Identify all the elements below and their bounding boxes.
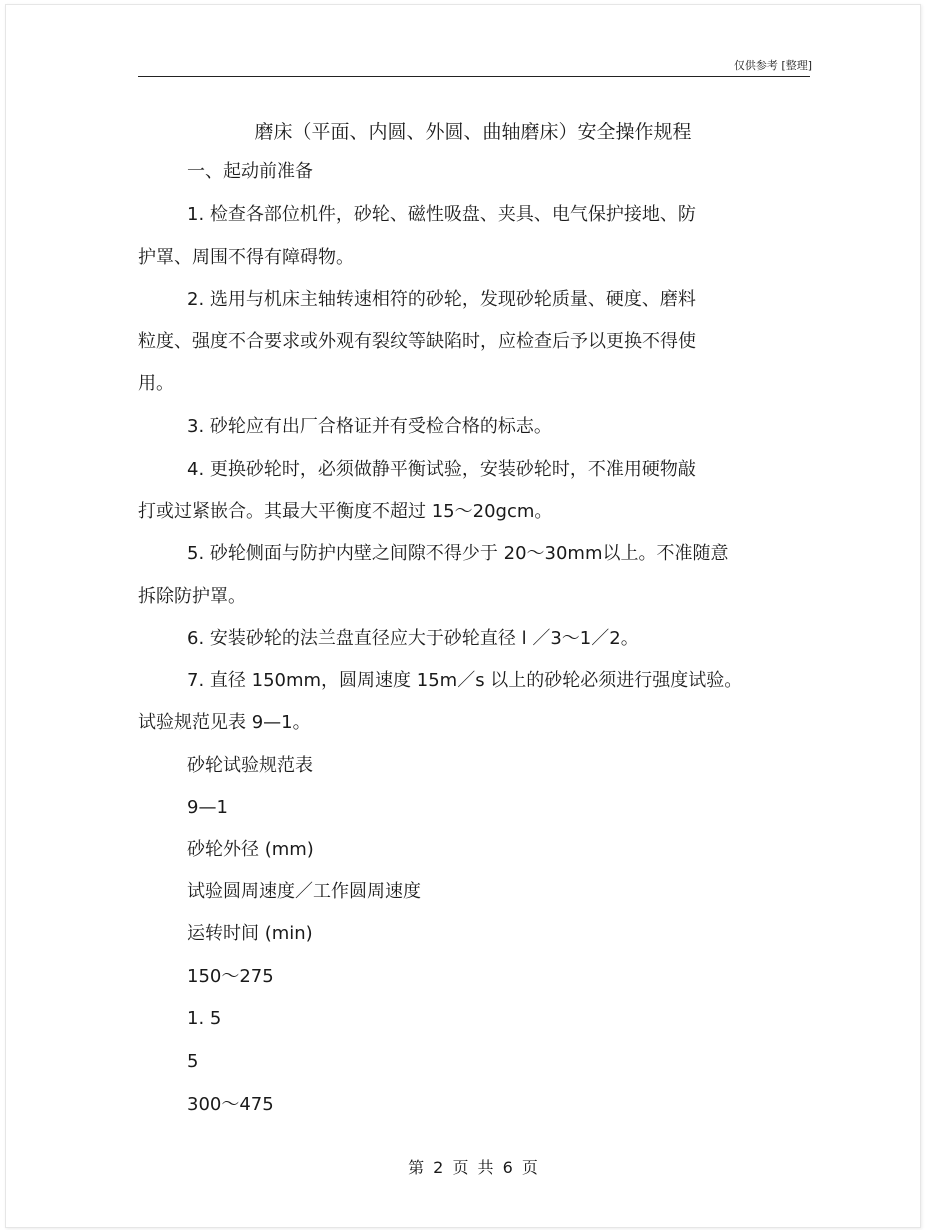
- header-label: 仅供参考 [整理]: [733, 59, 812, 72]
- item-3-line-1: 3. 砂轮应有出厂合格证并有受检合格的标志。: [187, 416, 552, 437]
- item-7-line-1: 7. 直径 150mm，圆周速度 15m／s 以上的砂轮必须进行强度试验。: [187, 670, 743, 691]
- header-rule: [138, 76, 810, 77]
- item-2-line-1: 2. 选用与机床主轴转速相符的砂轮，发现砂轮质量、硬度、磨料: [187, 289, 696, 310]
- table-header-run-time: 运转时间 (min): [187, 923, 313, 944]
- item-1-line-2: 护罩、周围不得有障碍物。: [138, 247, 354, 268]
- table-title: 砂轮试验规范表: [187, 755, 313, 776]
- table-header-outer-diameter: 砂轮外径 (mm): [187, 839, 314, 860]
- item-4-line-1: 4. 更换砂轮时，必须做静平衡试验，安装砂轮时，不准用硬物敲: [187, 459, 696, 480]
- table-cell: 150～275: [187, 966, 274, 987]
- table-cell: 300～475: [187, 1094, 274, 1115]
- item-7-line-2: 试验规范见表 9—1。: [138, 712, 311, 733]
- table-number: 9—1: [187, 797, 228, 818]
- item-5-line-1: 5. 砂轮侧面与防护内壁之间隙不得少于 20～30mm以上。不准随意: [187, 543, 729, 564]
- page-footer: 第 2 页 共 6 页: [408, 1158, 538, 1177]
- document-page: [5, 4, 921, 1228]
- table-cell: 5: [187, 1051, 199, 1072]
- document-title: 磨床（平面、内圆、外圆、曲轴磨床）安全操作规程: [254, 121, 692, 143]
- section-heading: 一、起动前准备: [187, 161, 313, 182]
- item-5-line-2: 拆除防护罩。: [138, 586, 246, 607]
- table-header-speed-ratio: 试验圆周速度／工作圆周速度: [187, 881, 421, 902]
- item-2-line-2: 粒度、强度不合要求或外观有裂纹等缺陷时，应检查后予以更换不得使: [138, 331, 696, 352]
- item-6-line-1: 6. 安装砂轮的法兰盘直径应大于砂轮直径 l ／3～1／2。: [187, 628, 639, 649]
- item-2-line-3: 用。: [138, 373, 174, 394]
- item-1-line-1: 1. 检查各部位机件，砂轮、磁性吸盘、夹具、电气保护接地、防: [187, 204, 696, 225]
- table-cell: 1. 5: [187, 1008, 222, 1029]
- item-4-line-2: 打或过紧嵌合。其最大平衡度不超过 15～20gcm。: [138, 501, 553, 522]
